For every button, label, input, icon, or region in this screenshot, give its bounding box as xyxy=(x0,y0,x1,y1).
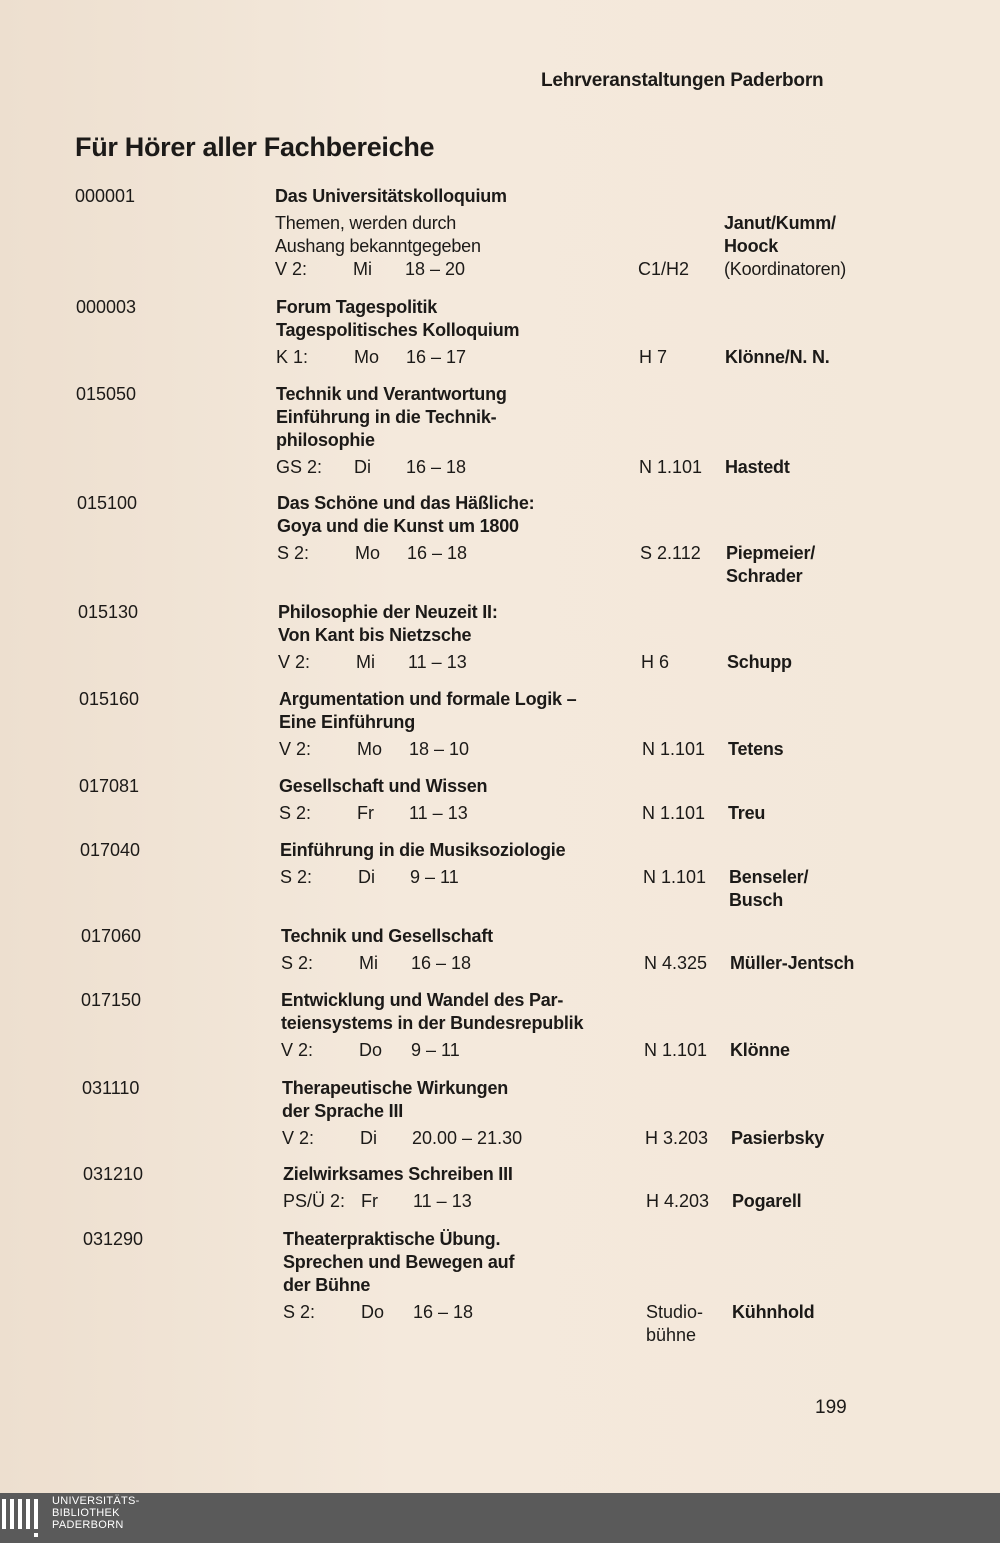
library-name-line: PADERBORN xyxy=(52,1519,124,1531)
course-room: C1/H2 xyxy=(638,259,690,279)
course-number: 000003 xyxy=(76,297,137,317)
course-number: 017060 xyxy=(81,926,142,946)
course-lecturer: Janut/Kumm/ xyxy=(724,213,836,233)
course-day: Di xyxy=(354,457,371,477)
course-number: 017081 xyxy=(79,776,140,796)
course-room: H 3.203 xyxy=(645,1128,709,1148)
course-type: V 2: xyxy=(279,739,312,759)
course-title-line: Einführung in die Musiksoziologie xyxy=(280,840,566,860)
course-title-line: Forum Tagespolitik xyxy=(276,297,438,317)
course-type: S 2: xyxy=(281,953,314,973)
library-logo-icon xyxy=(2,1499,42,1539)
course-lecturer: Hastedt xyxy=(725,457,790,477)
course-type: S 2: xyxy=(283,1302,316,1322)
course-number: 031110 xyxy=(82,1078,140,1098)
course-title-line: der Bühne xyxy=(283,1275,371,1295)
course-time: 9 – 11 xyxy=(411,1040,460,1060)
course-title-line: Das Schöne und das Häßliche: xyxy=(277,493,535,513)
course-lecturer: Müller-Jentsch xyxy=(730,953,855,973)
course-title-line: Entwicklung und Wandel des Par- xyxy=(281,990,564,1010)
course-title-line: Technik und Verantwortung xyxy=(276,384,507,404)
page-number: 199 xyxy=(815,1397,847,1418)
course-title-line: teiensystems in der Bundesrepublik xyxy=(281,1013,584,1033)
course-title-line: Einführung in die Technik- xyxy=(276,407,497,427)
course-lecturer: Tetens xyxy=(728,739,784,759)
section-title: Für Hörer aller Fachbereiche xyxy=(75,132,435,162)
course-time: 16 – 18 xyxy=(411,953,472,973)
course-type: PS/Ü 2: xyxy=(283,1191,346,1211)
course-day: Mi xyxy=(359,953,378,973)
course-day: Mi xyxy=(356,652,375,672)
course-day: Mo xyxy=(355,543,381,563)
course-title-line: Zielwirksames Schreiben III xyxy=(283,1164,513,1184)
library-footer xyxy=(0,1493,1000,1543)
course-number: 017040 xyxy=(80,840,141,860)
course-room: H 4.203 xyxy=(646,1191,710,1211)
course-lecturer: Pasierbsky xyxy=(731,1128,825,1148)
course-type: S 2: xyxy=(280,867,313,887)
course-title-line: Philosophie der Neuzeit II: xyxy=(278,602,498,622)
course-title-line: Gesellschaft und Wissen xyxy=(279,776,488,796)
course-type: V 2: xyxy=(282,1128,315,1148)
course-room: N 4.325 xyxy=(644,953,708,973)
course-day: Do xyxy=(359,1040,383,1060)
course-time: 11 – 13 xyxy=(409,803,468,823)
course-room: Studio- xyxy=(646,1302,704,1322)
course-title-line: philosophie xyxy=(276,430,375,450)
course-room: N 1.101 xyxy=(643,867,707,887)
course-time: 20.00 – 21.30 xyxy=(412,1128,523,1148)
course-lecturer: Hoock xyxy=(724,236,779,256)
course-room: N 1.101 xyxy=(642,739,706,759)
course-day: Fr xyxy=(361,1191,378,1211)
course-time: 16 – 17 xyxy=(406,347,467,367)
course-title-line: Therapeutische Wirkungen xyxy=(282,1078,509,1098)
course-title-line: Argumentation und formale Logik – xyxy=(279,689,577,709)
running-head: Lehrveranstaltungen Paderborn xyxy=(541,70,824,91)
library-name-line: UNIVERSITÄTS- xyxy=(52,1495,140,1507)
course-title-line: Goya und die Kunst um 1800 xyxy=(277,516,519,536)
course-type: V 2: xyxy=(275,259,308,279)
course-lecturer: Busch xyxy=(729,890,784,910)
course-type: K 1: xyxy=(276,347,309,367)
course-lecturer: Schrader xyxy=(726,566,803,586)
course-description-line: Aushang bekanntgegeben xyxy=(275,236,481,256)
course-title-line: der Sprache III xyxy=(282,1101,404,1121)
course-title-line: Eine Einführung xyxy=(279,712,415,732)
course-type: V 2: xyxy=(278,652,311,672)
course-time: 16 – 18 xyxy=(407,543,468,563)
course-time: 16 – 18 xyxy=(413,1302,474,1322)
course-time: 16 – 18 xyxy=(406,457,467,477)
course-day: Mi xyxy=(353,259,372,279)
course-day: Di xyxy=(358,867,375,887)
course-day: Mo xyxy=(354,347,380,367)
course-day: Di xyxy=(360,1128,377,1148)
course-room: N 1.101 xyxy=(639,457,703,477)
course-time: 18 – 20 xyxy=(405,259,466,279)
course-lecturer: Pogarell xyxy=(732,1191,802,1211)
course-time: 9 – 11 xyxy=(410,867,459,887)
course-day: Do xyxy=(361,1302,385,1322)
course-title-line: Technik und Gesellschaft xyxy=(281,926,493,946)
course-day: Mo xyxy=(357,739,383,759)
course-lecturer: Treu xyxy=(728,803,766,823)
course-number: 031290 xyxy=(83,1229,144,1249)
course-lecturer: Schupp xyxy=(727,652,792,672)
course-time: 18 – 10 xyxy=(409,739,470,759)
course-number: 015100 xyxy=(77,493,138,513)
course-description-line: Themen, werden durch xyxy=(275,213,457,233)
course-room: S 2.112 xyxy=(640,543,701,563)
course-type: GS 2: xyxy=(276,457,323,477)
course-number: 000001 xyxy=(75,186,136,206)
course-time: 11 – 13 xyxy=(408,652,467,672)
course-title-line: Sprechen und Bewegen auf xyxy=(283,1252,515,1272)
course-lecturer: Kühnhold xyxy=(732,1302,815,1322)
course-lecturer: Benseler/ xyxy=(729,867,809,887)
course-title-line: Von Kant bis Nietzsche xyxy=(278,625,472,645)
course-title-line: Tagespolitisches Kolloquium xyxy=(276,320,520,340)
course-number: 017150 xyxy=(81,990,142,1010)
course-title-line: Das Universitätskolloquium xyxy=(275,186,507,206)
course-number: 015160 xyxy=(79,689,140,709)
course-lecturer: Klönne/N. N. xyxy=(725,347,830,367)
course-type: V 2: xyxy=(281,1040,314,1060)
course-time: 11 – 13 xyxy=(413,1191,472,1211)
course-room: N 1.101 xyxy=(642,803,706,823)
course-number: 015050 xyxy=(76,384,137,404)
course-number: 015130 xyxy=(78,602,139,622)
course-room: H 7 xyxy=(639,347,668,367)
course-lecturer: Piepmeier/ xyxy=(726,543,816,563)
course-number: 031210 xyxy=(83,1164,144,1184)
course-type: S 2: xyxy=(277,543,310,563)
course-title-line: Theaterpraktische Übung. xyxy=(283,1229,501,1249)
course-room: N 1.101 xyxy=(644,1040,708,1060)
course-type: S 2: xyxy=(279,803,312,823)
library-name xyxy=(52,1495,140,1531)
course-lecturer-note: (Koordinatoren) xyxy=(724,259,847,279)
course-room: bühne xyxy=(646,1325,697,1345)
course-day: Fr xyxy=(357,803,374,823)
course-lecturer: Klönne xyxy=(730,1040,790,1060)
library-name-line: BIBLIOTHEK xyxy=(52,1507,120,1519)
course-room: H 6 xyxy=(641,652,670,672)
